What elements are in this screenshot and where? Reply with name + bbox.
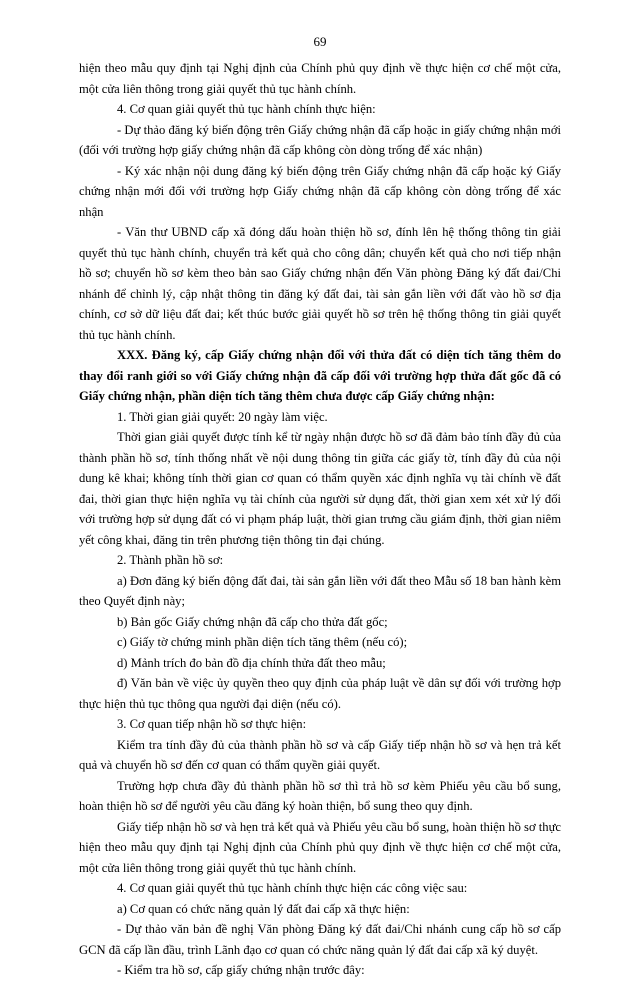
- paragraph-processing-bullet-draft: - Dự thảo văn bản đề nghị Văn phòng Đăng ký đất đai/Chi nhánh cung cấp hồ sơ cấp GCN đã cấp lần đầu, trình Lãnh đạo cơ quan có chức năng quản lý đất đai cấp xã ký duyệt.: [79, 922, 561, 957]
- paragraph-bullet-sign: - Ký xác nhận nội dung đăng ký biến động trên Giấy chứng nhận đã cấp hoặc ký Giấy chứng nhận mới đối với trường hợp Giấy chứng nhận đã cấp không còn dòng trống để xác nhận: [79, 163, 561, 219]
- page-body: [79, 58, 561, 981]
- paragraph-reception-heading: 3. Cơ quan tiếp nhận hồ sơ thực hiện:: [117, 717, 307, 731]
- paragraph-dossier-item-b: b) Bản gốc Giấy chứng nhận đã cấp cho thửa đất gốc;: [117, 614, 388, 629]
- paragraph-processing-bullet-check: - Kiểm tra hồ sơ, cấp giấy chứng nhận trước đây:: [117, 963, 365, 977]
- section-heading: XXX. Đăng ký, cấp Giấy chứng nhận đối với thửa đất có diện tích tăng thêm do thay đổi ranh giới so với Giấy chứng nhận đã cấp đối với trường hợp thửa đất gốc đã có Giấy chứng nhận, phần diện tích tăng thêm chưa được cấp Giấy chứng nhận:: [79, 348, 561, 403]
- paragraph-dossier-heading: 2. Thành phần hồ sơ:: [117, 553, 224, 567]
- paragraph-bullet-draft: - Dự thảo đăng ký biến động trên Giấy chứng nhận đã cấp hoặc in giấy chứng nhận mới (đối với trường hợp giấy chứng nhận đã cấp không còn dòng trống để xác nhận): [79, 122, 561, 157]
- page-number: 69: [313, 34, 327, 49]
- paragraph-time-calculation: Thời gian giải quyết được tính kể từ ngày nhận được hồ sơ đã đảm bảo tính đầy đủ của thành phần hồ sơ, tính thống nhất về nội dung thông tin giữa các giấy tờ, tính đầy đủ của nội dung kê khai; không tính thời gian cơ quan có thẩm quyền xác định nghĩa vụ tài chính về đất đai, thời gian thực hiện nghĩa vụ tài chính của người sử dụng đất, thời gian xem xét xử lý đối với trường hợp sử dụng đất có vi phạm pháp luật, thời gian trưng cầu giám định, thời gian niêm yết công khai, đăng tin trên phương tiện thông tin đại chúng.: [79, 430, 561, 547]
- paragraph-reception-incomplete: Trường hợp chưa đầy đủ thành phần hồ sơ thì trả hồ sơ kèm Phiếu yêu cầu bổ sung, hoàn thiện hồ sơ để người yêu cầu đăng ký hoàn thiện, bổ sung theo quy định.: [79, 778, 561, 813]
- paragraph-dossier-item-dd: đ) Văn bản về việc ủy quyền theo quy định của pháp luật về dân sự đối với trường hợp thực hiện thủ tục thông qua người đại diện (nếu có).: [79, 676, 561, 711]
- paragraph-continuation: hiện theo mẫu quy định tại Nghị định của Chính phủ quy định về thực hiện cơ chế một cửa, một cửa liên thông trong giải quyết thủ tục hành chính.: [79, 61, 561, 96]
- paragraph-bullet-clerk: - Văn thư UBND cấp xã đóng dấu hoàn thiện hồ sơ, đính lên hệ thống thông tin giải quyết thủ tục hành chính, chuyển trả kết quả cho công dân; chuyển kết quả cho nơi tiếp nhận hồ sơ; chuyển hồ sơ kèm theo bản sao Giấy chứng nhận đến Văn phòng Đăng ký đất đai/Chi nhánh để chỉnh lý, cập nhật thông tin đăng ký đất đai, tài sản gắn liền với đất vào hồ sơ địa chính, cơ sở dữ liệu đất đai; kết thúc bước giải quyết hồ sơ trên hệ thống thông tin giải quyết thủ tục hành chính.: [79, 225, 561, 342]
- paragraph-processing-time: 1. Thời gian giải quyết: 20 ngày làm việc.: [117, 409, 328, 424]
- paragraph-dossier-item-c: c) Giấy tờ chứng minh phần diện tích tăng thêm (nếu có);: [117, 635, 408, 649]
- paragraph-dossier-item-a: a) Đơn đăng ký biến động đất đai, tài sản gắn liền với đất theo Mẫu số 18 ban hành kèm theo Quyết định này;: [79, 573, 561, 608]
- paragraph-processing-heading: 4. Cơ quan giải quyết thủ tục hành chính thực hiện các công việc sau:: [117, 881, 468, 895]
- paragraph-dossier-item-d: d) Mảnh trích đo bản đồ địa chính thửa đất theo mẫu;: [117, 655, 386, 670]
- paragraph-item-4-heading: 4. Cơ quan giải quyết thủ tục hành chính thực hiện:: [117, 102, 376, 116]
- paragraph-reception-check: Kiểm tra tính đầy đủ của thành phần hồ sơ và cấp Giấy tiếp nhận hồ sơ và hẹn trả kết quả và chuyển hồ sơ đến cơ quan có thẩm quyền giải quyết.: [79, 737, 561, 772]
- paragraph-reception-forms: Giấy tiếp nhận hồ sơ và hẹn trả kết quả và Phiếu yêu cầu bổ sung, hoàn thiện hồ sơ thực hiện theo mẫu quy định tại Nghị định của Chính phủ quy định về thực hiện cơ chế một cửa, một cửa liên thông trong giải quyết thủ tục hành chính.: [79, 819, 561, 875]
- paragraph-processing-item-a: a) Cơ quan có chức năng quản lý đất đai cấp xã thực hiện:: [117, 901, 410, 916]
